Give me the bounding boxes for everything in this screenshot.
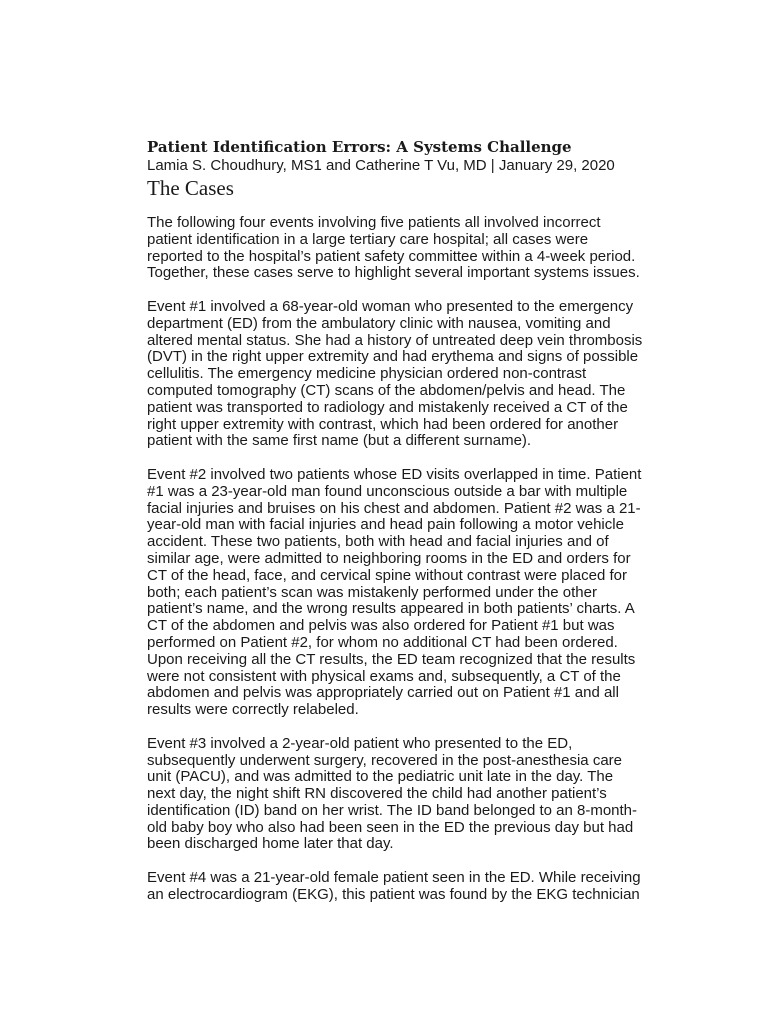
paragraph-event-1: Event #1 involved a 68-year-old woman who presented to the emergency department (ED) from the ambulatory clinic with nausea, vomiting and altered mental status. She had a history of untreated deep vein thrombosis (DVT) in the right upper extremity and had erythema and signs of possible cellulitis. The emergency medicine physician ordered non-contrast computed tomography (CT) scans of the abdomen/pelvis and head. The patient was transported to radiology and mistakenly received a CT of the right upper extremity with contrast, which had been ordered for another patient with the same first name (but a different surname). (147, 297, 643, 450)
document-page (147, 138, 659, 920)
article-byline: Lamia S. Choudhury, MS1 and Catherine T Vu, MD | January 29, 2020 (147, 157, 615, 174)
paragraph-event-2: Event #2 involved two patients whose ED visits overlapped in time. Patient #1 was a 23-year-old man found unconscious outside a bar with multiple facial injuries and bruises on his chest and abdomen. Patient #2 was a 21- year-old man with facial injuries and head pain following a motor vehicle accident. These two patients, both with head and facial injuries and of similar age, were admitted to neighboring rooms in the ED and orders for CT of the head, face, and cervical spine without contrast were placed for both; each patient’s scan was mistakenly performed under the other patient’s name, and the wrong results appeared in both patients’ charts. A CT of the abdomen and pelvis was also ordered for Patient #1 but was performed on Patient #2, for whom no additional CT had been ordered. Upon receiving all the CT results, the ED team recognized that the results were not consistent with physical exams and, subsequently, a CT of the abdomen and pelvis was appropriately carried out on Patient #1 and all results were correctly relabeled. (147, 465, 642, 719)
section-heading: The Cases (147, 176, 234, 200)
paragraph-event-3: Event #3 involved a 2-year-old patient who presented to the ED, subsequently underwent surgery, recovered in the post-anesthesia care unit (PACU), and was admitted to the pediatric unit late in the day. The next day, the night shift RN discovered the child had another patient’s identification (ID) band on her wrist. The ID band belonged to an 8-month- old baby boy who also had been seen in the ED the previous day but had been discharged home later that day. (147, 734, 638, 853)
article-title: Patient Identification Errors: A Systems Challenge (147, 138, 572, 156)
paragraph-intro: The following four events involving five patients all involved incorrect patient identification in a large tertiary care hospital; all cases were reported to the hospital’s patient safety committee within a 4-week period. Together, these cases serve to highlight several important systems issues. (147, 214, 640, 282)
paragraph-event-4: Event #4 was a 21-year-old female patient seen in the ED. While receiving an electrocardiogram (EKG), this patient was found by the EKG technician (147, 869, 641, 903)
